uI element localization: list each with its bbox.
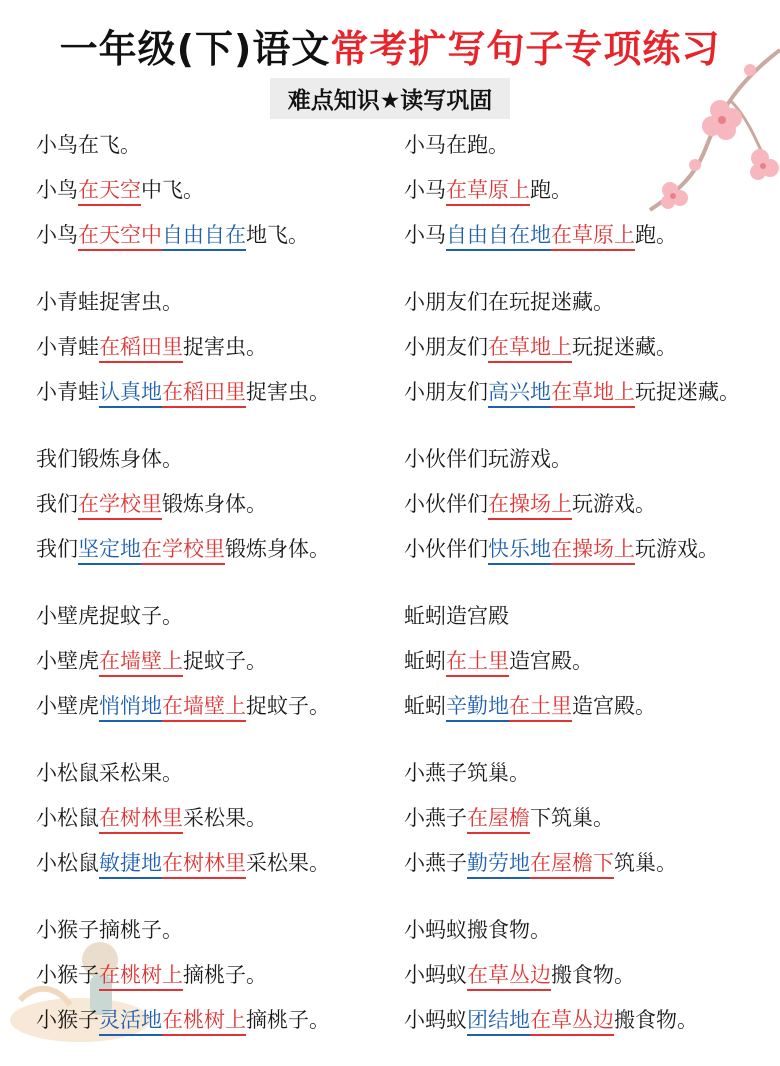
sentence-text: 摘桃子。 (246, 1008, 330, 1032)
sentence-text: 小壁虎 (36, 694, 99, 718)
place-phrase: 在桃树上 (99, 962, 183, 991)
title-grade: 一年级(下)语文 (59, 27, 331, 71)
manner-phrase: 坚定地 (78, 536, 141, 565)
manner-phrase: 高兴地 (488, 379, 551, 408)
sentence-line (36, 371, 330, 416)
sentence-text: 小松鼠采松果。 (36, 761, 183, 785)
sentence-group (36, 438, 330, 595)
sentence-group (404, 438, 740, 595)
sentence-line (404, 528, 740, 573)
sentence-line (36, 797, 330, 842)
sentence-text: 筑巢。 (614, 851, 677, 875)
sentence-text: 小鸟 (36, 223, 78, 247)
sentence-text: 玩游戏。 (572, 492, 656, 516)
manner-phrase: 辛勤地 (446, 693, 509, 722)
sentence-text: 小燕子筑巢。 (404, 761, 530, 785)
sentence-text: 小猴子 (36, 1008, 99, 1032)
sentence-text: 采松果。 (246, 851, 330, 875)
sentence-line (404, 685, 740, 730)
place-phrase: 在草地上 (488, 334, 572, 363)
sentence-text: 小朋友们 (404, 335, 488, 359)
sentence-text: 搬食物。 (551, 963, 635, 987)
sentence-line (404, 595, 740, 640)
sentence-line (36, 842, 330, 887)
sentence-line (404, 842, 740, 887)
manner-phrase: 认真地 (99, 379, 162, 408)
sentence-text: 小鸟在飞。 (36, 133, 141, 157)
sentence-text: 小马 (404, 178, 446, 202)
place-phrase: 在屋檐下 (530, 850, 614, 879)
sentence-text: 摘桃子。 (183, 963, 267, 987)
place-phrase: 在天空中 (78, 222, 162, 251)
place-phrase: 在墙壁上 (162, 693, 246, 722)
sentence-text: 锻炼身体。 (162, 492, 267, 516)
place-phrase: 在天空 (78, 177, 141, 206)
place-phrase: 在桃树上 (162, 1007, 246, 1036)
place-phrase: 在树林里 (162, 850, 246, 879)
place-phrase: 在草原上 (551, 222, 635, 251)
left-column (36, 124, 330, 1066)
sentence-line (404, 999, 740, 1044)
sentence-line (36, 483, 330, 528)
sentence-text: 地飞。 (246, 223, 309, 247)
manner-phrase: 灵活地 (99, 1007, 162, 1036)
place-phrase: 在屋檐 (467, 805, 530, 834)
sentence-text: 小伙伴们 (404, 537, 488, 561)
place-phrase: 在学校里 (141, 536, 225, 565)
sentence-text: 捉害虫。 (183, 335, 267, 359)
sentence-line (404, 169, 740, 214)
sentence-text: 跑。 (635, 223, 677, 247)
sentence-group (36, 752, 330, 909)
sentence-text: 小朋友们 (404, 380, 488, 404)
sentence-text: 蚯蚓造宫殿 (404, 604, 509, 628)
place-phrase: 在树林里 (99, 805, 183, 834)
place-phrase: 在学校里 (78, 491, 162, 520)
sentence-line (36, 169, 330, 214)
sentence-line (404, 483, 740, 528)
sentence-text: 小松鼠 (36, 851, 99, 875)
sentence-group (404, 752, 740, 909)
sentence-text: 我们 (36, 537, 78, 561)
sentence-text: 采松果。 (183, 806, 267, 830)
subtitle-banner: 难点知识★读写巩固 (270, 78, 511, 119)
sentence-line (36, 640, 330, 685)
place-phrase: 在土里 (446, 648, 509, 677)
sentence-text: 我们 (36, 492, 78, 516)
sentence-text: 小壁虎 (36, 649, 99, 673)
sentence-group (404, 909, 740, 1066)
sentence-line (36, 326, 330, 371)
sentence-group (36, 595, 330, 752)
sentence-line (404, 797, 740, 842)
manner-phrase: 悄悄地 (99, 693, 162, 722)
sentence-text: 蚯蚓 (404, 694, 446, 718)
sentence-text: 玩游戏。 (635, 537, 719, 561)
sentence-text: 我们锻炼身体。 (36, 447, 183, 471)
sentence-line (36, 685, 330, 730)
sentence-text: 小蚂蚁 (404, 1008, 467, 1032)
sentence-line (36, 909, 330, 954)
sentence-line (404, 326, 740, 371)
sentence-text: 小壁虎捉蚊子。 (36, 604, 183, 628)
sentence-group (404, 281, 740, 438)
place-phrase: 在操场上 (488, 491, 572, 520)
place-phrase: 在草丛边 (467, 962, 551, 991)
sentence-line (404, 371, 740, 416)
sentence-group (36, 909, 330, 1066)
sentence-group (404, 124, 740, 281)
title-topic: 常考扩写句子专项练习 (330, 27, 721, 71)
sentence-text: 小松鼠 (36, 806, 99, 830)
sentence-line (36, 999, 330, 1044)
manner-phrase: 快乐地 (488, 536, 551, 565)
sentence-line (36, 528, 330, 573)
sentence-line (404, 124, 740, 169)
sentence-text: 小马 (404, 223, 446, 247)
sentence-text: 小猴子摘桃子。 (36, 918, 183, 942)
sentence-line (36, 281, 330, 326)
place-phrase: 在草地上 (551, 379, 635, 408)
sentence-line (404, 909, 740, 954)
sentence-text: 捉蚊子。 (246, 694, 330, 718)
sentence-line (36, 438, 330, 483)
sentence-line (36, 752, 330, 797)
sentence-text: 玩捉迷藏。 (572, 335, 677, 359)
sentence-text: 中飞。 (141, 178, 204, 202)
place-phrase: 在草原上 (446, 177, 530, 206)
sentence-line (36, 124, 330, 169)
sentence-line (36, 595, 330, 640)
sentence-text: 小燕子 (404, 851, 467, 875)
manner-phrase: 自由自在 (162, 222, 246, 251)
sentence-line (36, 214, 330, 259)
sentence-text: 下筑巢。 (530, 806, 614, 830)
sentence-text: 小青蛙 (36, 335, 99, 359)
sentence-text: 小青蛙捉害虫。 (36, 290, 183, 314)
sentence-line (404, 281, 740, 326)
sentence-text: 小朋友们在玩捉迷藏。 (404, 290, 614, 314)
sentence-text: 锻炼身体。 (225, 537, 330, 561)
place-phrase: 在稻田里 (99, 334, 183, 363)
manner-phrase: 团结地 (467, 1007, 530, 1036)
sentence-text: 小蚂蚁搬食物。 (404, 918, 551, 942)
page-title (0, 18, 780, 73)
sentence-text: 小马在跑。 (404, 133, 509, 157)
sentence-text: 造宫殿。 (572, 694, 656, 718)
right-column (404, 124, 740, 1066)
manner-phrase: 自由自在地 (446, 222, 551, 251)
sentence-text: 小燕子 (404, 806, 467, 830)
sentence-text: 小青蛙 (36, 380, 99, 404)
sentence-text: 小猴子 (36, 963, 99, 987)
sentence-line (36, 954, 330, 999)
sentence-text: 小蚂蚁 (404, 963, 467, 987)
sentence-text: 造宫殿。 (509, 649, 593, 673)
sentence-line (404, 640, 740, 685)
sentence-group (36, 281, 330, 438)
sentence-text: 捉害虫。 (246, 380, 330, 404)
manner-phrase: 敏捷地 (99, 850, 162, 879)
sentence-line (404, 752, 740, 797)
sentence-text: 捉蚊子。 (183, 649, 267, 673)
place-phrase: 在草丛边 (530, 1007, 614, 1036)
place-phrase: 在操场上 (551, 536, 635, 565)
sentence-group (36, 124, 330, 281)
manner-phrase: 勤劳地 (467, 850, 530, 879)
sentence-text: 小伙伴们玩游戏。 (404, 447, 572, 471)
sentence-text: 小伙伴们 (404, 492, 488, 516)
sentence-text: 玩捉迷藏。 (635, 380, 740, 404)
sentence-text: 搬食物。 (614, 1008, 698, 1032)
sentence-line (404, 954, 740, 999)
place-phrase: 在墙壁上 (99, 648, 183, 677)
sentence-line (404, 438, 740, 483)
sentence-text: 蚯蚓 (404, 649, 446, 673)
place-phrase: 在土里 (509, 693, 572, 722)
sentence-line (404, 214, 740, 259)
place-phrase: 在稻田里 (162, 379, 246, 408)
sentence-text: 跑。 (530, 178, 572, 202)
sentence-text: 小鸟 (36, 178, 78, 202)
sentence-group (404, 595, 740, 752)
